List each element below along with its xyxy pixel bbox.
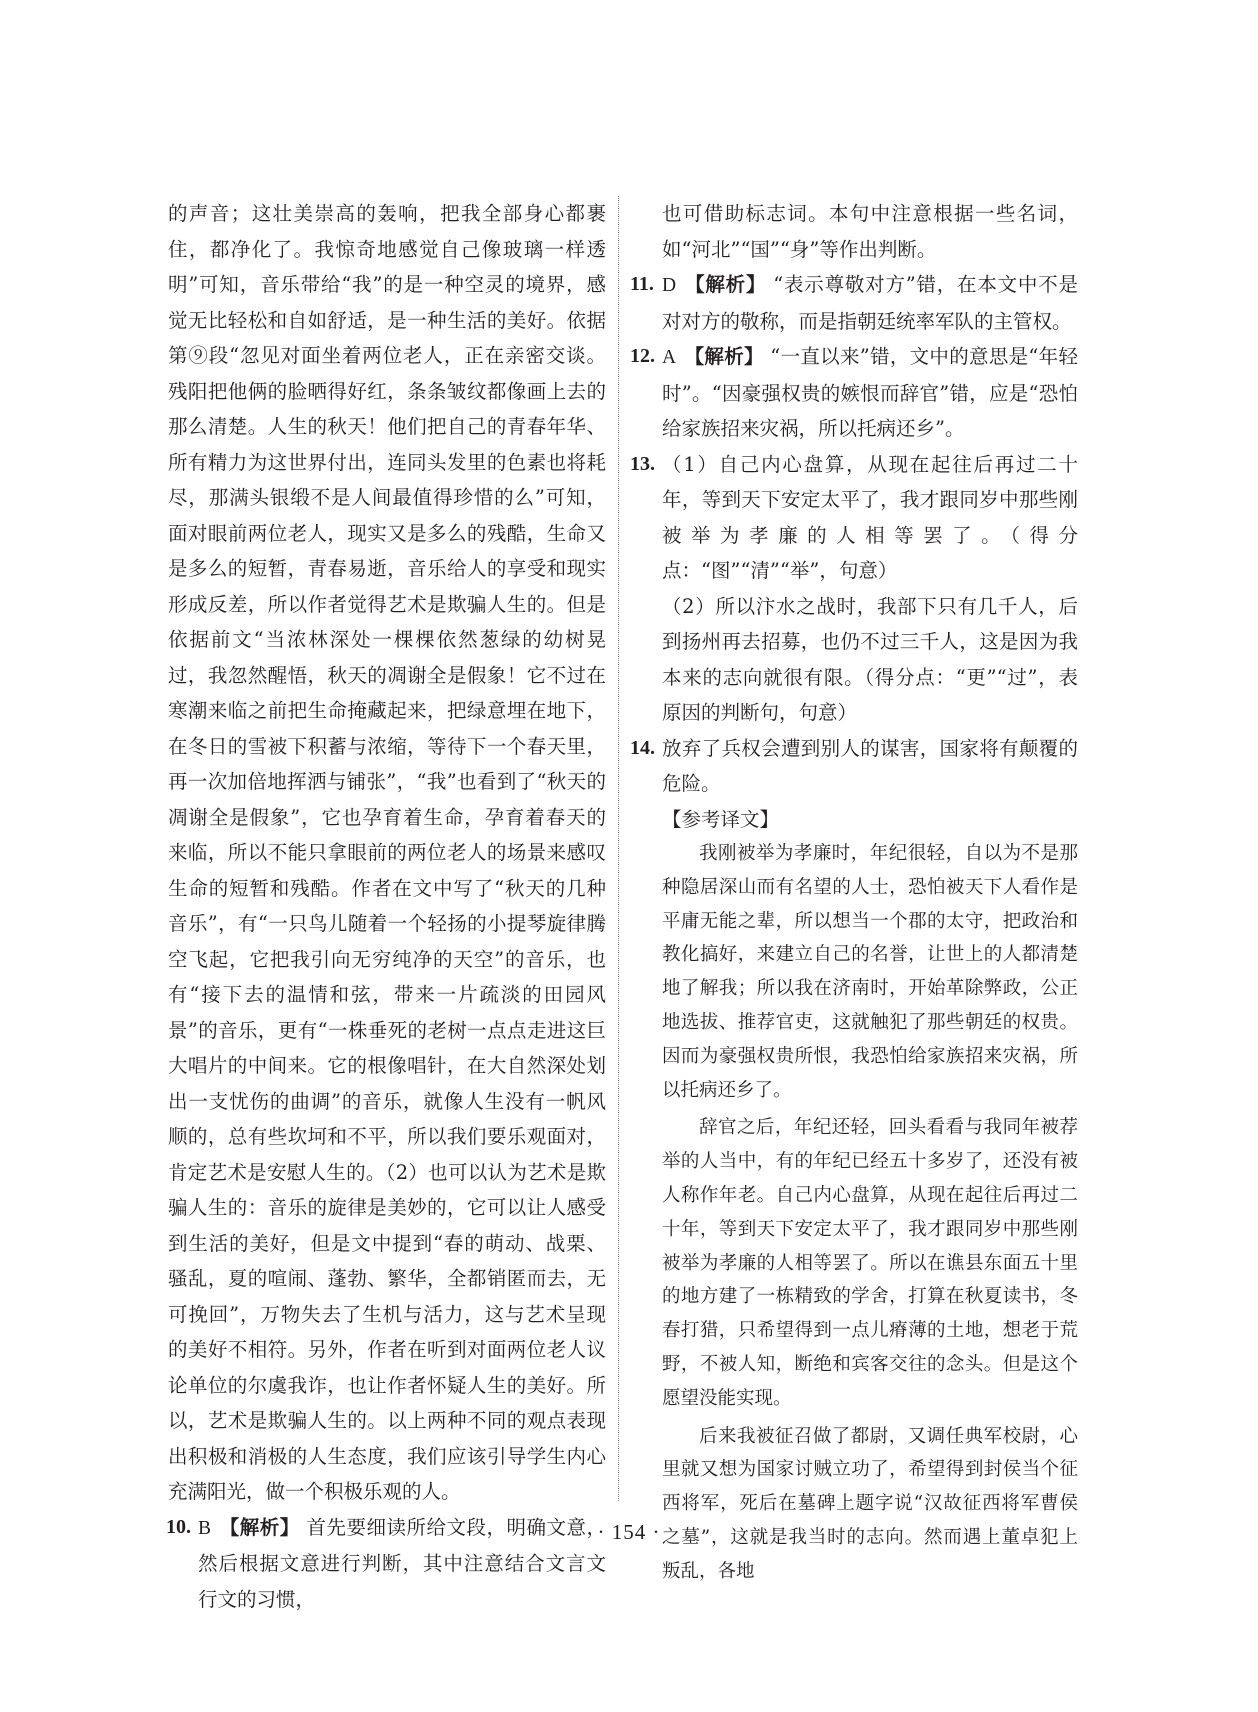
- question-number: 14.: [630, 736, 655, 759]
- question-number: 12.: [630, 345, 655, 367]
- question-12: [632, 339, 1078, 447]
- analysis-tag: 【解析】: [685, 273, 767, 296]
- translation-paragraph-3: 后来我被征召做了都尉，又调任典军校尉，心里就又想为国家讨贼立功了，希望得到封侯当个征西将军，死后在墓碑上题字说“汉故征西将军曹侯之墓”，这就是我当时的志向。然而遇上董卓犯上叛乱，各地: [662, 1425, 1078, 1582]
- analysis-text: 首先要细读所给文段，明确文意，然后根据文意进行判断，其中注意结合文言文行文的习惯，: [198, 1515, 606, 1611]
- analysis-text: “表示尊敬对方”错，在本文中不是对对方的敬称，而是指朝廷统率军队的主管权。: [662, 273, 1078, 333]
- question-11: [632, 267, 1078, 339]
- question-13-part-2: （2）所以汴水之战时，我部下只有几千人，后到扬州再去招募，也仍不过三千人，这是因为我本来的志向就很有限。（得分点：“更”“过”，表原因的判断句，句意）: [662, 594, 1078, 724]
- right-column: [632, 196, 1078, 1593]
- analysis-tag: 【解析】: [219, 1515, 300, 1539]
- translation-paragraph-1: 我刚被举为孝廉时，年纪很轻，自以为不是那种隐居深山而有名望的人士，恐怕被天下人看作是平庸无能之辈，所以想当一个郡的太守，把政治和教化搞好，来建立自己的名誉，让世上的人都清楚地了解我；所以我在济南时，开始革除弊政，公正地选拔、推荐官吏，这就触犯了那些朝廷的权贵。因而为豪强权贵所恨，我恐怕给家族招来灾祸，所以托病还乡了。: [662, 843, 1078, 1101]
- question-13-part-1: [632, 447, 1078, 589]
- question-number: 11.: [630, 273, 654, 295]
- answer-text: （1）自己内心盘算，从现在起往后再过二十年，等到天下安定太平了，我才跟同岁中那些刚被举为孝廉的人相等罢了。（得分点：“图”“清”“举”，句意）: [662, 452, 1078, 582]
- question-number: 10.: [166, 1515, 191, 1538]
- q10-continuation: 也可借助标志词。本句中注意根据一些名词，如“河北”“国”“身”等作出判断。: [662, 202, 1078, 261]
- question-14: [632, 731, 1078, 802]
- answer-letter: B: [198, 1517, 212, 1539]
- translation-title: 【参考译文】: [662, 807, 780, 831]
- analysis-text: “一直以来”错，文中的意思是“年轻时”。“因豪强权贵的嫉恨而辞官”错，应是“恐怕给家族招来灾祸，所以托病还乡”。: [662, 345, 1078, 440]
- question-number: 13.: [630, 452, 655, 475]
- answer-text: 放弃了兵权会遭到别人的谋害，国家将有颠覆的危险。: [662, 736, 1078, 795]
- q9-answer-continuation: 的声音；这壮美崇高的轰响，把我全部身心都裹住，都净化了。我惊奇地感觉自己像玻璃一样透明”可知，音乐带给“我”的是一种空灵的境界，感觉无比轻松和自如舒适，是一种生活的美好。依据第⑨段“忽见对面坐着两位老人，正在亲密交谈。残阳把他俩的脸晒得好红，条条皱纹都像画上去的那么清楚。人生的秋天！他们把自己的青春年华、所有精力为这世界付出，连同头发里的色素也将耗尽，那满头银缎不是人间最值得珍惜的么”可知，面对眼前两位老人，现实又是多么的残酷，生命又是多么的短暂，青春易逝，音乐给人的享受和现实形成反差，所以作者觉得艺术是欺骗人生的。但是依据前文“当浓林深处一棵棵依然葱绿的幼树晃过，我忽然醒悟，秋天的凋谢全是假象！它不过在寒潮来临之前把生命掩藏起来，把绿意埋在地下，在冬日的雪被下积蓄与浓缩，等待下一个春天里，再一次加倍地挥洒与铺张”，“我”也看到了“秋天的凋谢全是假象”，它也孕育着生命，孕育着春天的来临，所以不能只拿眼前的两位老人的场景来感叹生命的短暂和残酷。作者在文中写了“秋天的几种音乐”，有“一只鸟儿随着一个轻扬的小提琴旋律腾空飞起，它把我引向无穷纯净的天空”的音乐，也有“接下去的温情和弦，带来一片疏淡的田园风景”的音乐，更有“一株垂死的老树一点点走进这巨大唱片的中间来。它的根像唱针，在大自然深处划出一支忧伤的曲调”的音乐，就像人生没有一帆风顺的，总有些坎坷和不平，所以我们要乐观面对，肯定艺术是安慰人生的。（2）也可以认为艺术是欺骗人生的：音乐的旋律是美妙的，它可以让人感受到生活的美好，但是文中提到“春的萌动、战栗、骚乱，夏的喧闹、蓬勃、繁华，全都销匿而去，无可挽回”，万物失去了生机与活力，这与艺术呈现的美好不相符。另外，作者在听到对面两位老人议论单位的尔虞我诈，也让作者怀疑人生的美好。所以，艺术是欺骗人生的。以上两种不同的观点表现出积极和消极的人生态度，我们应该引导学生内心充满阳光，做一个积极乐观的人。: [168, 202, 606, 1503]
- answer-letter: D: [662, 275, 677, 296]
- left-column: [168, 196, 606, 1617]
- column-divider: [618, 196, 619, 1501]
- translation-paragraph-2: 辞官之后，年纪还轻，回头看看与我同年被荐举的人当中，有的年纪已经五十多岁了，还没有被人称作年老。自己内心盘算，从现在起往后再过二十年，等到天下安定太平了，我才跟同岁中那些刚被举为孝廉的人相等罢了。所以在谯县东面五十里的地方建了一栋精致的学舍，打算在秋夏读书，冬春打猎，只希望得到一点儿瘠薄的土地，想老于荒野，不被人知，断绝和宾客交往的念头。但是这个愿望没能实现。: [662, 1117, 1078, 1409]
- answer-letter: A: [662, 347, 677, 368]
- analysis-tag: 【解析】: [684, 345, 764, 368]
- page-number: · 154 ·: [597, 1520, 661, 1544]
